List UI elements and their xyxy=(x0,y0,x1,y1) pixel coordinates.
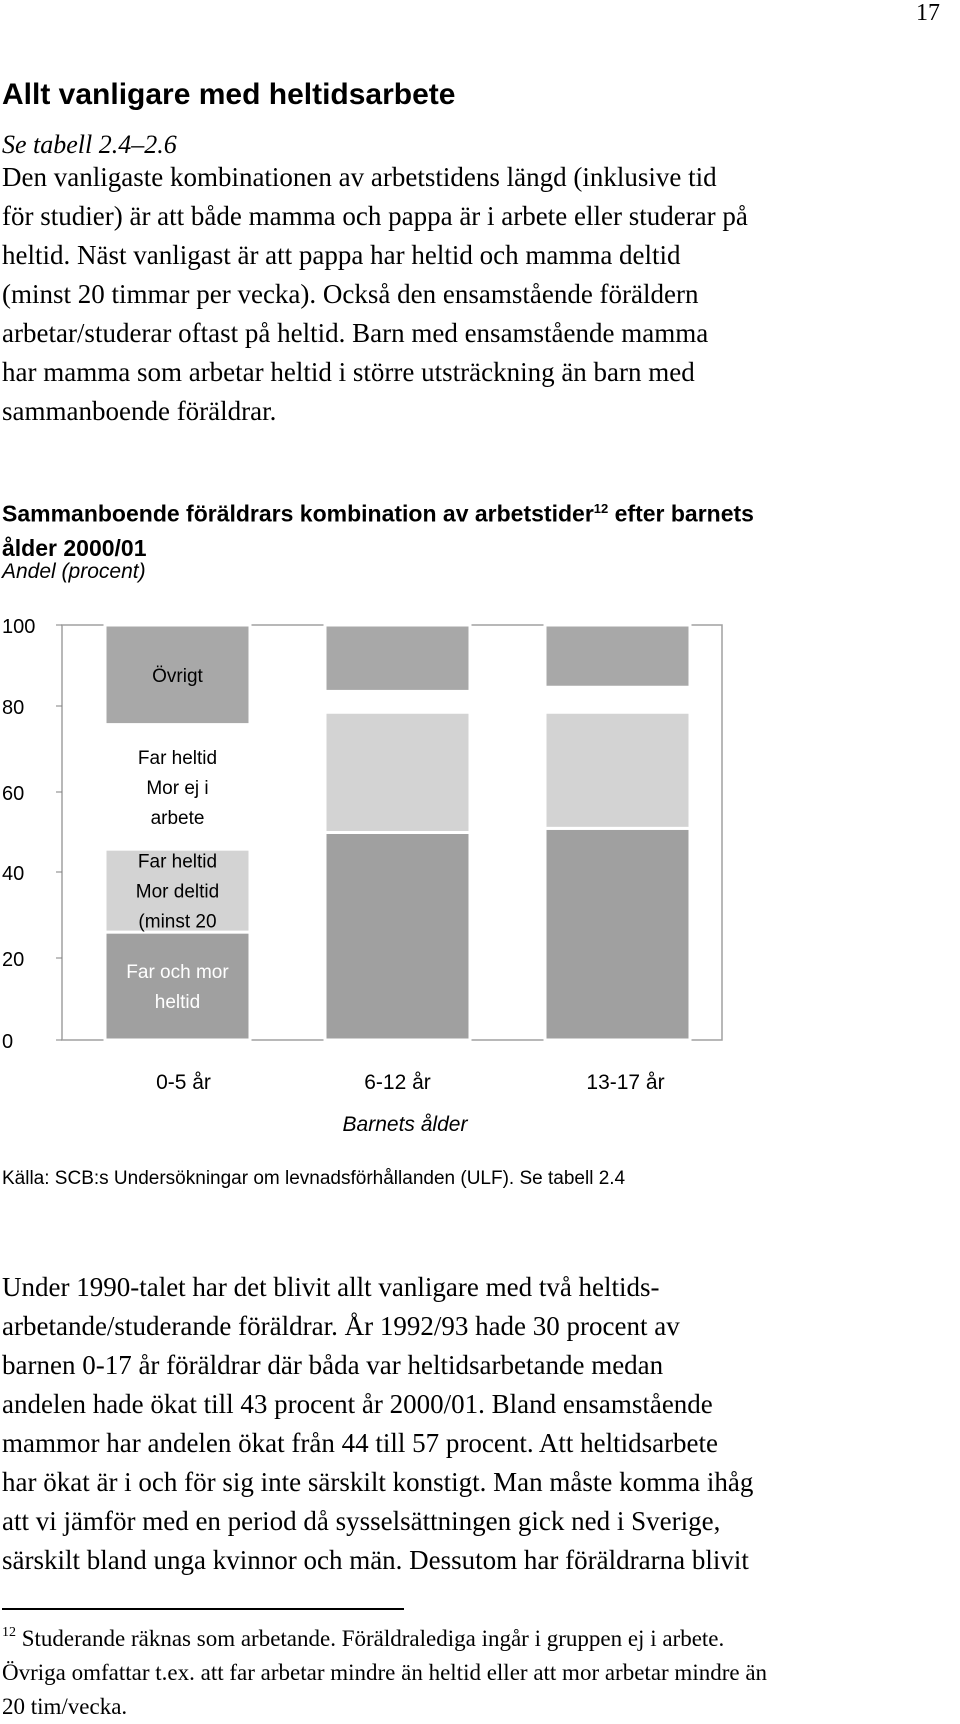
y-tick-label: 20 xyxy=(2,949,25,971)
body-line: arbetande/studerande föräldrar. År 1992/93 hade 30 procent av xyxy=(2,1311,680,1341)
y-tick-label: 0 xyxy=(2,1031,14,1053)
footnote xyxy=(2,1616,767,1724)
footnote-number: 12 xyxy=(2,1625,16,1640)
segment-label: Far heltid xyxy=(137,851,218,873)
y-axis-ticks xyxy=(2,616,62,1053)
footnote-text: Studerande räknas som arbetande. Föräldralediga ingår i gruppen ej i arbete. xyxy=(16,1626,725,1651)
chart-source: Källa: SCB:s Undersökningar om levnadsförhållanden (ULF). Se tabell 2.4 xyxy=(2,1168,626,1189)
y-tick-label: 80 xyxy=(2,697,25,719)
x-axis-label: Barnets ålder xyxy=(342,1113,468,1136)
intro-line: sammanboende föräldrar. xyxy=(2,396,277,426)
y-tick-label: 60 xyxy=(2,783,25,805)
body-line: Under 1990-talet har det blivit allt vanligare med två heltids- xyxy=(2,1272,660,1302)
body-line: har ökat är i och för sig inte särskilt konstigt. Man måste komma ihåg xyxy=(2,1467,754,1497)
x-tick-label: 0-5 år xyxy=(156,1071,211,1094)
intro-line: arbetar/studerar oftast på heltid. Barn med ensamstående mamma xyxy=(2,318,709,348)
body-line: särskilt bland unga kvinnor och män. Dessutom har föräldrarna blivit xyxy=(2,1545,749,1575)
body-line: mammor har andelen ökat från 44 till 57 procent. Att heltidsarbete xyxy=(2,1428,719,1458)
bar-segment xyxy=(545,828,690,1040)
bar-segment xyxy=(325,712,470,832)
body-line: att vi jämför med en period då sysselsättningen gick ned i Sverige, xyxy=(2,1506,721,1536)
intro-line: för studier) är att både mamma och pappa är i arbete eller studerar på xyxy=(2,201,748,231)
bar-segment xyxy=(325,691,470,712)
bar-segment xyxy=(545,687,690,712)
intro-line: heltid. Näst vanligast är att pappa har heltid och mamma deltid xyxy=(2,240,681,270)
bar-segment xyxy=(105,932,250,1040)
x-axis-ticks xyxy=(156,1071,665,1094)
see-table-reference: Se tabell 2.4–2.6 xyxy=(2,130,177,159)
chart-title-text: Sammanboende föräldrars kombination av arbetstider xyxy=(2,500,594,527)
body-line: barnen 0-17 år föräldrar där båda var heltidsarbetande medan xyxy=(2,1350,664,1380)
stacked-bar-chart xyxy=(0,600,960,1160)
segment-label: Far och mor xyxy=(126,962,229,984)
intro-line: Den vanligaste kombinationen av arbetstidens längd (inklusive tid xyxy=(2,162,717,192)
bar-segment xyxy=(545,712,690,828)
footnote-line: 20 tim/vecka. xyxy=(2,1694,128,1719)
bar-segment xyxy=(325,833,470,1041)
page-number: 17 xyxy=(916,0,940,26)
segment-label: Mor ej i xyxy=(146,777,209,799)
section-title: Allt vanligare med heltidsarbete xyxy=(2,78,456,111)
y-tick-label: 100 xyxy=(2,616,36,638)
body-line: andelen hade ökat till 43 procent år 2000/01. Bland ensamstående xyxy=(2,1389,713,1419)
bar-segment xyxy=(325,625,470,691)
footnote-divider xyxy=(2,1608,404,1610)
footnote-ref: 12 xyxy=(593,501,609,516)
x-tick-label: 13-17 år xyxy=(586,1071,665,1094)
bar-segment xyxy=(545,625,690,687)
chart-subtitle: Andel (procent) xyxy=(2,560,146,583)
chart-title xyxy=(2,492,754,565)
segment-label: (minst 20 xyxy=(138,911,217,933)
chart-title-line2: ålder 2000/01 xyxy=(2,534,147,561)
x-tick-label: 6-12 år xyxy=(364,1071,431,1094)
segment-label: heltid xyxy=(154,992,201,1014)
intro-line: (minst 20 timmar per vecka). Också den ensamstående föräldern xyxy=(2,279,699,309)
segment-label: Mor deltid xyxy=(135,881,220,903)
intro-paragraph xyxy=(2,158,748,431)
segment-label: arbete xyxy=(150,807,205,829)
footnote-line xyxy=(2,1616,767,1656)
footnote-line: Övriga omfattar t.ex. att far arbetar mindre än heltid eller att mor arbetar mindre än xyxy=(2,1660,768,1685)
chart-title-text-end: efter barnets xyxy=(608,500,754,527)
body-paragraph xyxy=(2,1268,753,1580)
segment-label: Övrigt xyxy=(152,665,203,687)
y-tick-label: 40 xyxy=(2,863,25,885)
segment-label: Far heltid xyxy=(137,747,218,769)
intro-line: har mamma som arbetar heltid i större utsträckning än barn med xyxy=(2,357,695,387)
